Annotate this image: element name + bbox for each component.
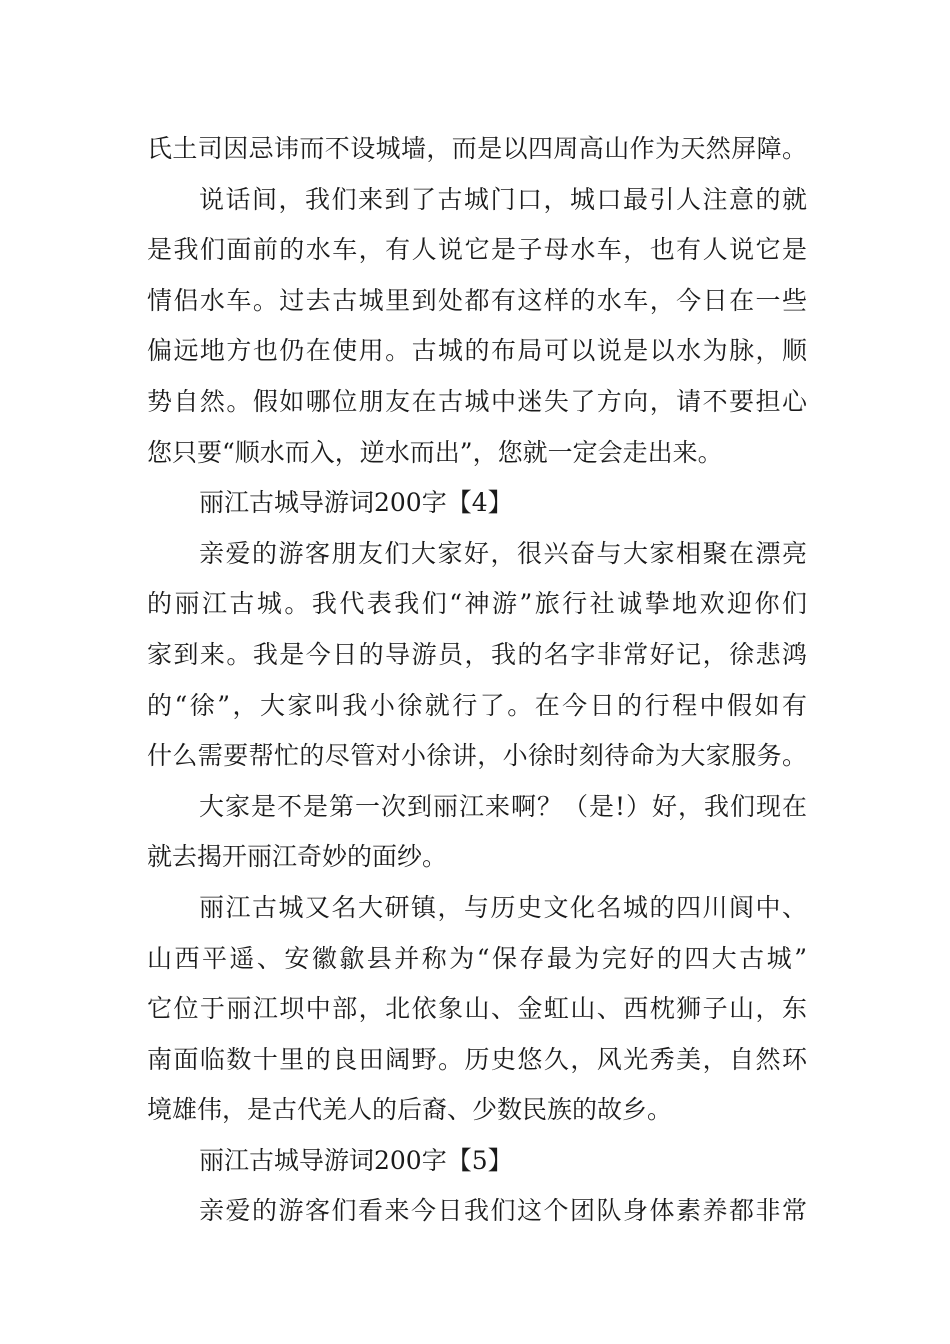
text-line: 山西平遥、安徽歙县并称为“保存最为完好的四大古城” [147, 943, 807, 973]
text-line: 偏远地方也仍在使用。古城的布局可以说是以水为脉，顺 [147, 336, 807, 366]
paragraph-first-line: 说话间，我们来到了古城门口，城口最引人注意的就 [199, 184, 807, 214]
text-line: 什么需要帮忙的尽管对小徐讲，小徐时刻待命为大家服务。 [147, 741, 807, 771]
paragraph-last-line: 境雄伟，是古代羌人的后裔、少数民族的故乡。 [147, 1095, 673, 1125]
paragraph-last-line: 就去揭开丽江奇妙的面纱。 [147, 842, 448, 872]
paragraph-first-line: 亲爱的游客朋友们大家好，很兴奋与大家相聚在漂亮 [199, 538, 807, 568]
text-line: 势自然。假如哪位朋友在古城中迷失了方向，请不要担心 [147, 386, 807, 416]
body-text [147, 124, 807, 1237]
text-line: 它位于丽江坝中部，北依象山、金虹山、西枕狮子山，东 [147, 994, 807, 1024]
paragraph-first-line: 丽江古城又名大研镇，与历史文化名城的四川阆中、 [199, 892, 807, 922]
text-line: 家到来。我是今日的导游员，我的名字非常好记，徐悲鸿 [147, 639, 807, 669]
text-line: 南面临数十里的良田阔野。历史悠久，风光秀美，自然环 [147, 1044, 807, 1074]
section-heading: 丽江古城导游词200字【4】 [199, 488, 513, 518]
paragraph-first-line: 亲爱的游客们看来今日我们这个团队身体素养都非常 [199, 1196, 807, 1226]
text-line: 氏土司因忌讳而不设城墙，而是以四周高山作为天然屏障。 [147, 134, 807, 163]
text-line: 的“徐”，大家叫我小徐就行了。在今日的行程中假如有 [147, 690, 807, 720]
paragraph-first-line: 大家是不是第一次到丽江来啊？（是!）好，我们现在 [199, 791, 807, 821]
paragraph-last-line: 您只要“顺水而入，逆水而出”，您就一定会走出来。 [147, 437, 723, 467]
section-heading: 丽江古城导游词200字【5】 [199, 1145, 513, 1175]
text-line: 的丽江古城。我代表我们“神游”旅行社诚挚地欢迎你们 [147, 589, 807, 619]
text-line: 是我们面前的水车，有人说它是子母水车，也有人说它是 [147, 235, 807, 265]
text-line: 情侣水车。过去古城里到处都有这样的水车，今日在一些 [147, 285, 807, 315]
